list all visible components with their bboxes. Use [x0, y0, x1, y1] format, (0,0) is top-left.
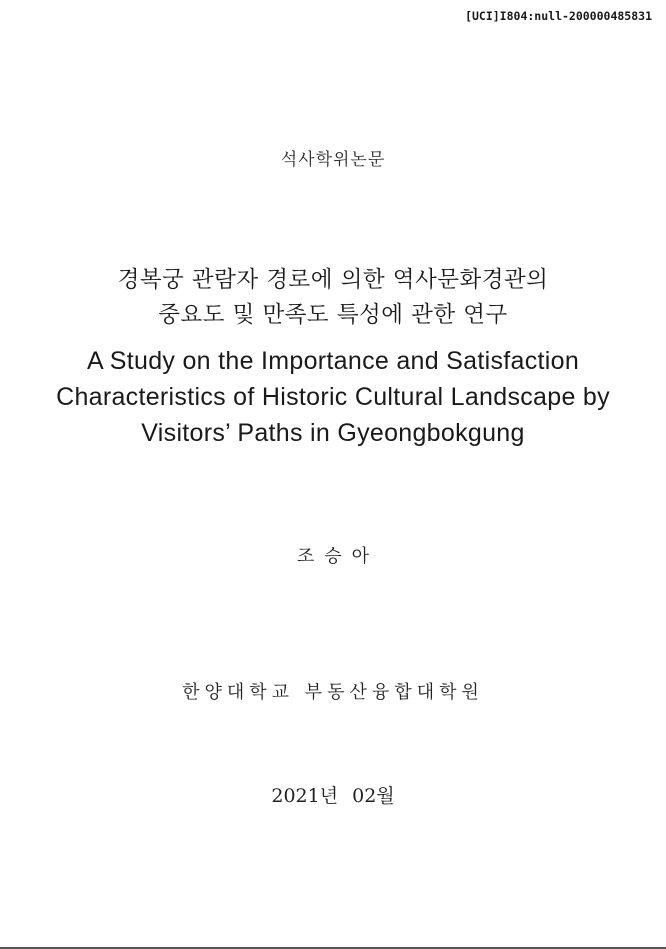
school-name: 한양대학교 부동산융합대학원 — [182, 682, 484, 703]
title-english-line: Visitors’ Paths in Gyeongbokgung — [141, 419, 525, 447]
title-korean — [0, 263, 666, 333]
title-english-line: Characteristics of Historic Cultural Landscape by — [56, 383, 610, 411]
title-english — [0, 343, 666, 451]
submission-date: 2021년 02월 — [271, 785, 395, 807]
title-korean-line: 경복궁 관람자 경로에 의한 역사문화경관의 — [117, 267, 549, 293]
author-name: 조승아 — [296, 546, 380, 567]
uci-identifier: [UCI]I804:null-200000485831 — [465, 9, 652, 23]
title-english-line: A Study on the Importance and Satisfaction — [86, 347, 580, 375]
degree-label: 석사학위논문 — [280, 150, 386, 170]
title-korean-line: 중요도 및 만족도 특성에 관한 연구 — [158, 302, 508, 328]
